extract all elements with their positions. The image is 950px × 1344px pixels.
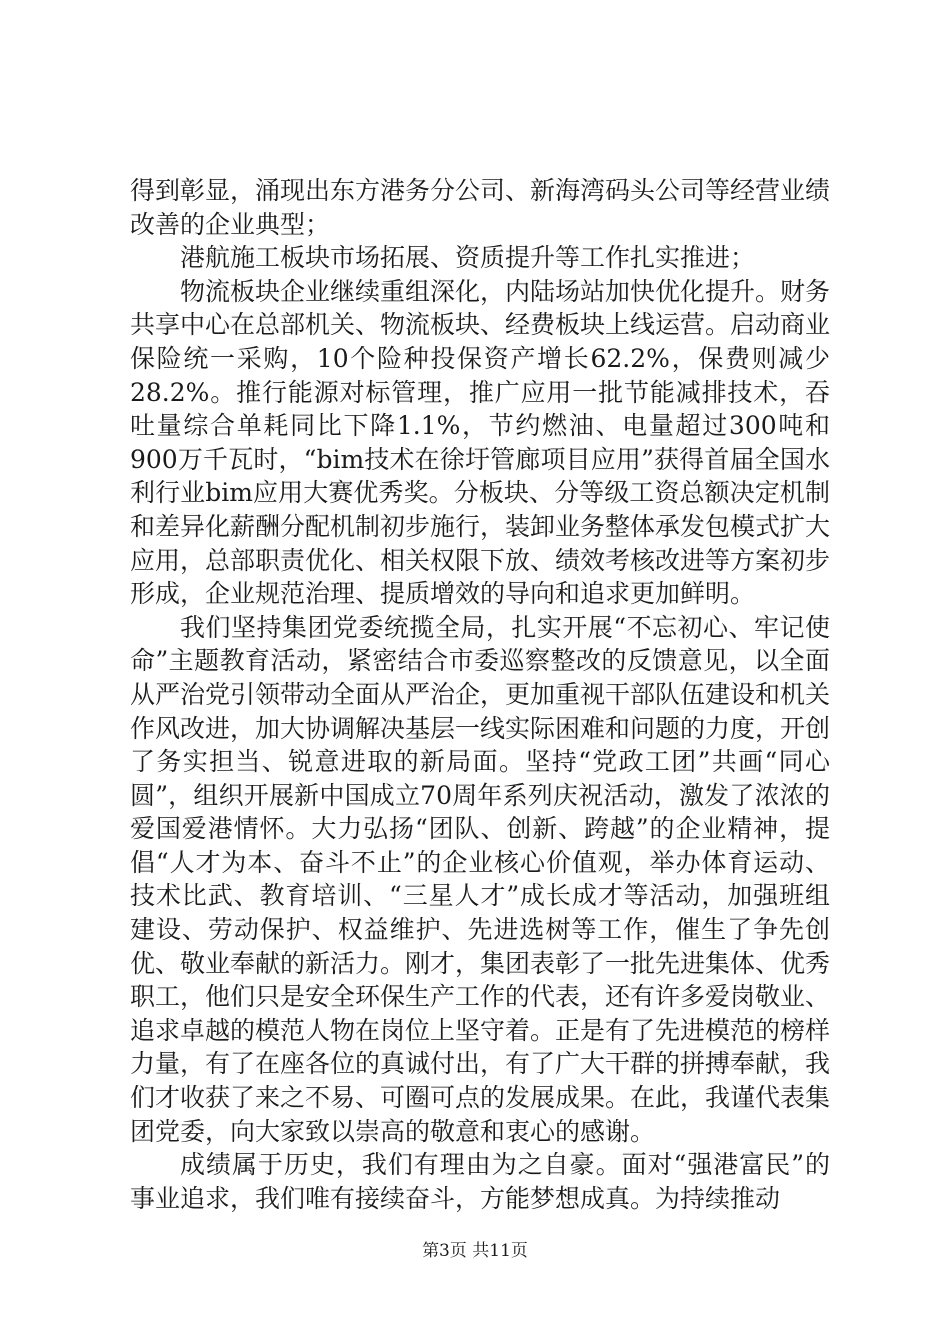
document-body (130, 174, 830, 1215)
paragraph-3: 物流板块企业继续重组深化，内陆场站加快优化提升。财务共享中心在总部机关、物流板块、经费板块上线运营。启动商业保险统一采购，10个险种投保资产增长62.2%，保费则减少28.2%。推行能源对标管理，推广应用一批节能减排技术，吞吐量综合单耗同比下降1.1%，节约燃油、电量超过300吨和900万千瓦时，“bim技术在徐圩管廊项目应用”获得首届全国水利行业bim应用大赛优秀奖。分板块、分等级工资总额决定机制和差异化薪酬分配机制初步施行，装卸业务整体承发包模式扩大应用，总部职责优化、相关权限下放、绩效考核改进等方案初步形成，企业规范治理、提质增效的导向和追求更加鲜明。 (130, 276, 831, 609)
paragraph-2: 港航施工板块市场拓展、资质提升等工作扎实推进； (180, 243, 756, 273)
page-footer (0, 1239, 950, 1263)
page-number-label: 第3页 共11页 (422, 1241, 528, 1261)
paragraph-4: 我们坚持集团党委统揽全局，扎实开展“不忘初心、牢记使命”主题教育活动，紧密结合市委巡察整改的反馈意见，以全面从严治党引领带动全面从严治企，更加重视干部队伍建设和机关作风改进，加大协调解决基层一线实际困难和问题的力度，开创了务实担当、锐意进取的新局面。坚持“党政工团”共画“同心圆”，组织开展新中国成立70周年系列庆祝活动，激发了浓浓的爱国爱港情怀。大力弘扬“团队、创新、跨越”的企业精神，提倡“人才为本、奋斗不止”的企业核心价值观，举办体育运动、技术比武、教育培训、“三星人才”成长成才等活动，加强班组建设、劳动保护、权益维护、先进选树等工作，催生了争先创优、敬业奉献的新活力。刚才，集团表彰了一批先进集体、优秀职工，他们只是安全环保生产工作的代表，还有许多爱岗敬业、追求卓越的模范人物在岗位上坚守着。正是有了先进模范的榜样力量，有了在座各位的真诚付出，有了广大干群的拼搏奉献，我们才收获了来之不易、可圈可点的发展成果。在此，我谨代表集团党委，向大家致以崇高的敬意和衷心的感谢。 (130, 612, 831, 1146)
paragraph-5: 成绩属于历史，我们有理由为之自豪。面对“强港富民”的事业追求，我们唯有接续奋斗，方能梦想成真。为持续推动 (130, 1150, 830, 1213)
paragraph-1: 得到彰显，涌现出东方港务分公司、新海湾码头公司等经营业绩改善的企业典型； (130, 176, 831, 239)
